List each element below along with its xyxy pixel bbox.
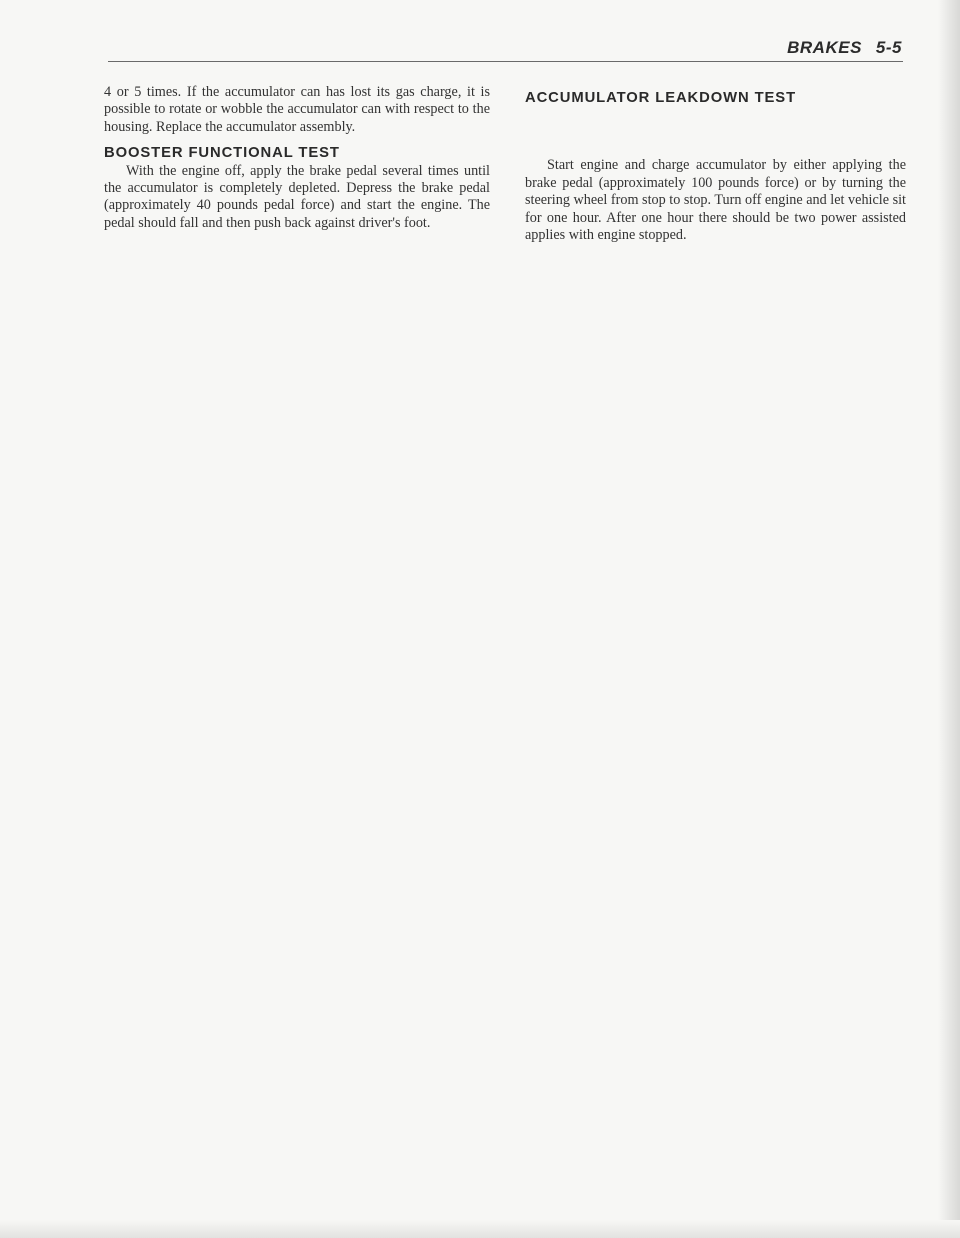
- accumulator-leakdown-test-heading: ACCUMULATOR LEAKDOWN TEST: [525, 90, 797, 106]
- header-rule: [108, 61, 903, 62]
- scan-edge-right: [938, 0, 960, 1238]
- page-header: [0, 0, 960, 70]
- scan-edge-bottom: [0, 1220, 960, 1238]
- running-head: [787, 38, 902, 58]
- left-column: [104, 84, 490, 232]
- accumulator-leakdown-test-paragraph: Start engine and charge accumulator by either applying the brake pedal (approximately 100 pounds force) or by turning the steering wheel from stop to stop. Turn off engine and let vehicle sit for one hour. After one hour there should be two power assisted applies with engine stopped.: [525, 157, 906, 244]
- right-column: [525, 84, 906, 244]
- continued-paragraph: 4 or 5 times. If the accumulator can has lost its gas charge, it is possible to rotate or wobble the accumulator can with respect to the housing. Replace the accumulator assembly.: [104, 84, 490, 135]
- section-name: BRAKES: [787, 38, 862, 57]
- booster-functional-test-paragraph: With the engine off, apply the brake pedal several times until the accumulator is completely depleted. Depress the brake pedal (approximately 40 pounds pedal force) and start the engine. The pedal should fall and then push back against driver's foot.: [104, 162, 490, 231]
- booster-functional-test-heading: BOOSTER FUNCTIONAL TEST: [104, 145, 340, 162]
- page-number: 5-5: [875, 38, 902, 57]
